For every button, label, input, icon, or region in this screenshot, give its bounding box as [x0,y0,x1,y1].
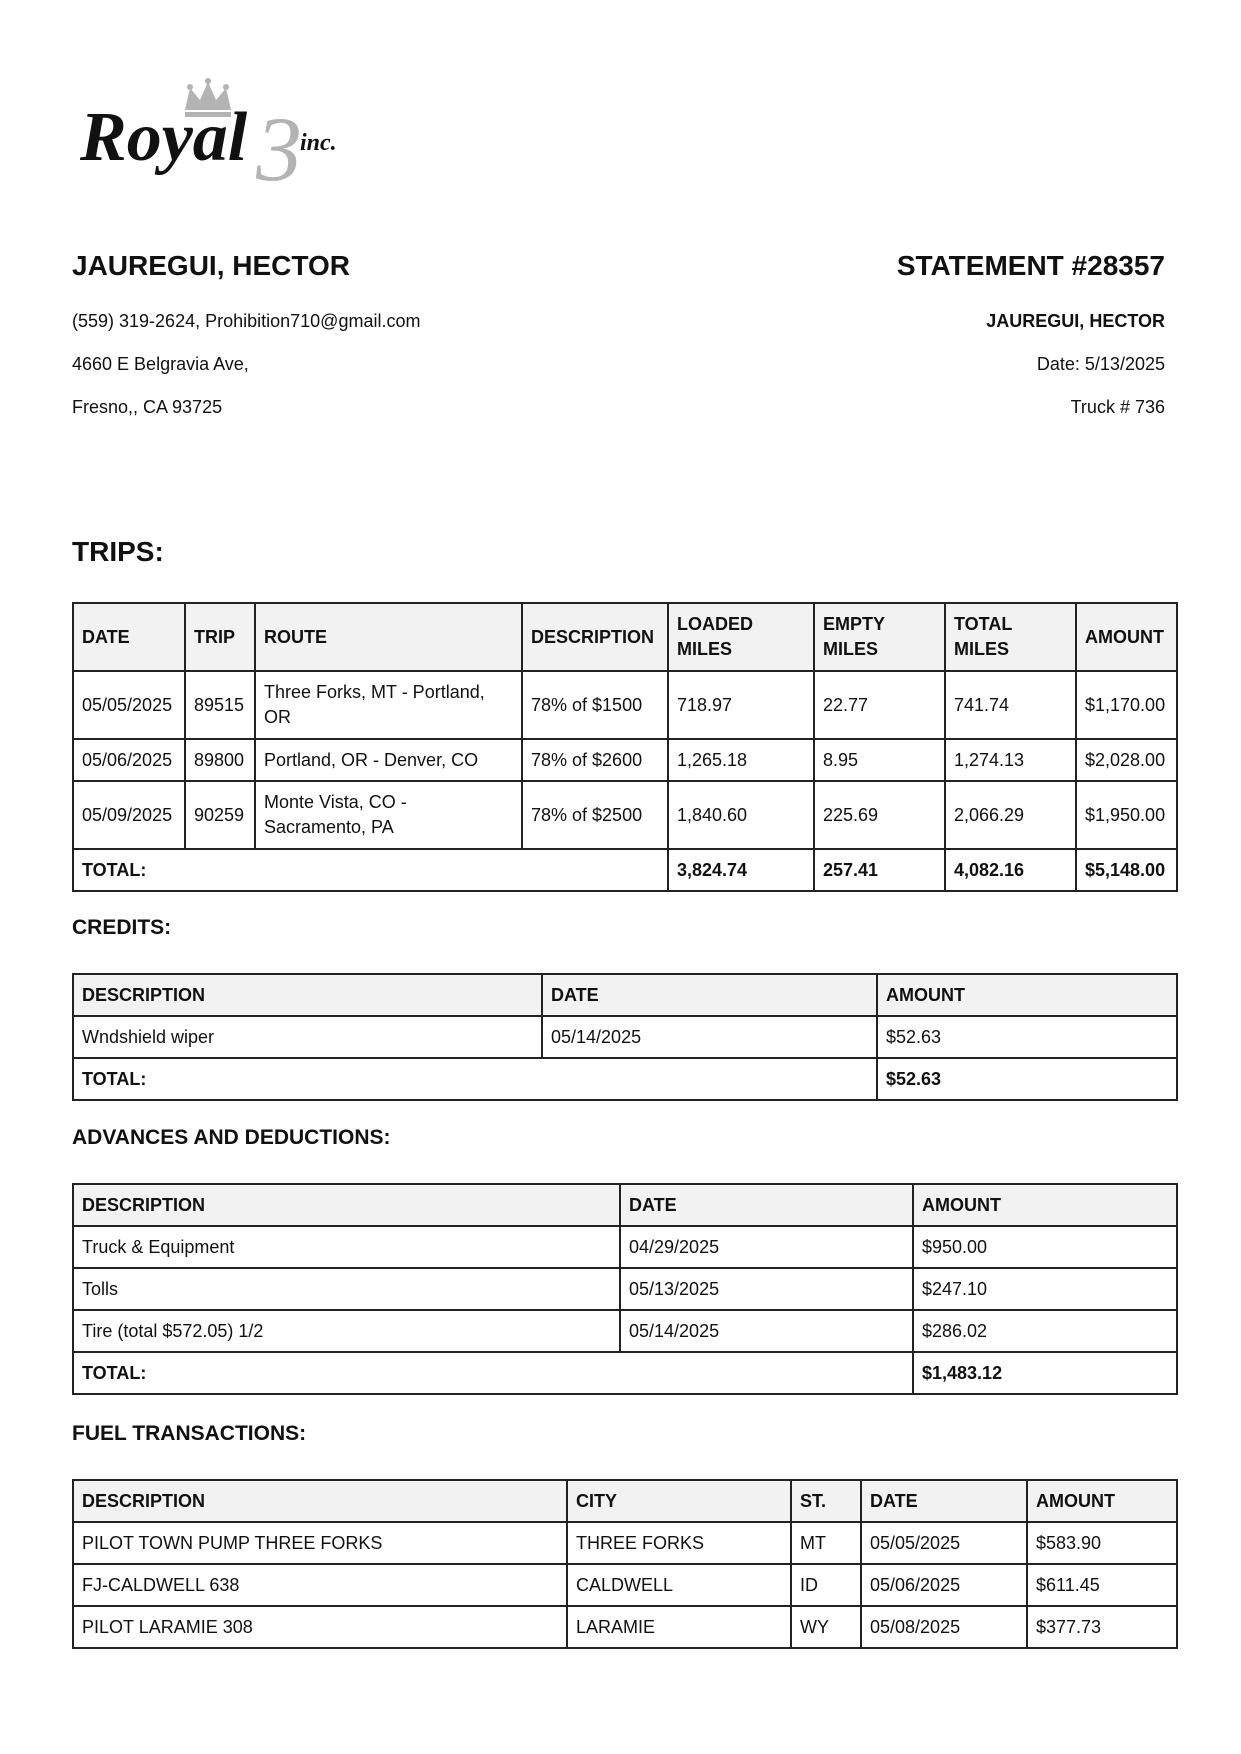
col-header: DATE [620,1184,913,1226]
cell: $286.02 [913,1310,1177,1352]
col-header: EMPTY MILES [814,603,945,671]
table-row [73,671,1177,739]
cell: 225.69 [814,781,945,849]
col-header: AMOUNT [877,974,1177,1016]
trips-table [72,602,1178,892]
cell: $583.90 [1027,1522,1177,1564]
royal3-logo-graphic [78,78,388,190]
cell: PILOT TOWN PUMP THREE FORKS [73,1522,567,1564]
cell: 22.77 [814,671,945,739]
cell: MT [791,1522,861,1564]
cell: 05/06/2025 [861,1564,1027,1606]
table-row [73,1016,1177,1058]
table-row [73,1226,1177,1268]
fuel-table [72,1479,1178,1649]
col-header: CITY [567,1480,791,1522]
cell: 718.97 [668,671,814,739]
cell: 89800 [185,739,255,781]
statement-date: Date: 5/13/2025 [1036,354,1165,374]
col-header: TRIP [185,603,255,671]
cell: CALDWELL [567,1564,791,1606]
fuel-title: FUEL TRANSACTIONS: [72,1422,307,1445]
cell: THREE FORKS [567,1522,791,1564]
table-row [73,1606,1177,1648]
credits-total-row [73,1058,1177,1100]
credits-title: CREDITS: [72,916,172,939]
cell: $377.73 [1027,1606,1177,1648]
total-label: TOTAL: [73,849,668,891]
cell: 05/14/2025 [542,1016,877,1058]
cell: 78% of $2500 [522,781,668,849]
cell: 1,840.60 [668,781,814,849]
cell: 05/14/2025 [620,1310,913,1352]
col-header: DESCRIPTION [522,603,668,671]
cell: $950.00 [913,1226,1177,1268]
col-header: DESCRIPTION [73,974,542,1016]
total-amount: $5,148.00 [1076,849,1177,891]
cell: 2,066.29 [945,781,1076,849]
col-header: AMOUNT [1027,1480,1177,1522]
cell: $611.45 [1027,1564,1177,1606]
advances-header-row [73,1184,1177,1226]
table-row [73,739,1177,781]
trips-header-row [73,603,1177,671]
table-row [73,1310,1177,1352]
cell: Wndshield wiper [73,1016,542,1058]
total-total-miles: 4,082.16 [945,849,1076,891]
cell: ID [791,1564,861,1606]
cell: 8.95 [814,739,945,781]
total-label: TOTAL: [73,1058,877,1100]
cell: 78% of $1500 [522,671,668,739]
driver-contact: (559) 319-2624, Prohibition710@gmail.com [72,311,421,331]
total-amount: $52.63 [877,1058,1177,1100]
col-header: DATE [542,974,877,1016]
cell: 05/05/2025 [73,671,185,739]
cell: $247.10 [913,1268,1177,1310]
cell: WY [791,1606,861,1648]
col-header: AMOUNT [913,1184,1177,1226]
credits-header-row [73,974,1177,1016]
statement-driver-name: JAUREGUI, HECTOR [986,311,1165,331]
total-loaded-miles: 3,824.74 [668,849,814,891]
total-amount: $1,483.12 [913,1352,1177,1394]
statement-title: STATEMENT #28357 [896,250,1165,281]
col-header: TOTAL MILES [945,603,1076,671]
total-label: TOTAL: [73,1352,913,1394]
statement-truck: Truck # 736 [1070,397,1165,417]
cell: $2,028.00 [1076,739,1177,781]
cell: Tire (total $572.05) 1/2 [73,1310,620,1352]
cell: $1,170.00 [1076,671,1177,739]
cell: 90259 [185,781,255,849]
company-logo [78,78,388,190]
trips-total-row [73,849,1177,891]
table-row [73,1268,1177,1310]
col-header: DESCRIPTION [73,1184,620,1226]
cell: 05/13/2025 [620,1268,913,1310]
cell: Truck & Equipment [73,1226,620,1268]
table-row [73,1522,1177,1564]
cell: Monte Vista, CO - Sacramento, PA [255,781,522,849]
table-row [73,781,1177,849]
fuel-header-row [73,1480,1177,1522]
cell: 89515 [185,671,255,739]
driver-name-heading: JAUREGUI, HECTOR [72,250,350,281]
total-empty-miles: 257.41 [814,849,945,891]
cell: Tolls [73,1268,620,1310]
col-header: DATE [73,603,185,671]
advances-title: ADVANCES AND DEDUCTIONS: [72,1126,391,1149]
col-header: DATE [861,1480,1027,1522]
cell: 741.74 [945,671,1076,739]
logo-suffix: inc. [300,130,337,156]
cell: FJ-CALDWELL 638 [73,1564,567,1606]
logo-wordmark: Royal [80,99,248,176]
trips-title: TRIPS: [72,536,164,567]
cell: 78% of $2600 [522,739,668,781]
logo-numeral: 3 [256,98,302,190]
driver-address-line2: Fresno,, CA 93725 [72,397,223,417]
cell: Portland, OR - Denver, CO [255,739,522,781]
cell: 05/09/2025 [73,781,185,849]
table-row [73,1564,1177,1606]
col-header: LOADED MILES [668,603,814,671]
driver-address-line1: 4660 E Belgravia Ave, [72,354,249,374]
col-header: AMOUNT [1076,603,1177,671]
cell: 1,265.18 [668,739,814,781]
cell: 05/08/2025 [861,1606,1027,1648]
advances-total-row [73,1352,1177,1394]
cell: PILOT LARAMIE 308 [73,1606,567,1648]
cell: 1,274.13 [945,739,1076,781]
col-header: ST. [791,1480,861,1522]
cell: Three Forks, MT - Portland, OR [255,671,522,739]
cell: 04/29/2025 [620,1226,913,1268]
advances-table [72,1183,1178,1395]
cell: $1,950.00 [1076,781,1177,849]
credits-table [72,973,1178,1101]
cell: 05/06/2025 [73,739,185,781]
cell: $52.63 [877,1016,1177,1058]
cell: LARAMIE [567,1606,791,1648]
col-header: ROUTE [255,603,522,671]
cell: 05/05/2025 [861,1522,1027,1564]
col-header: DESCRIPTION [73,1480,567,1522]
